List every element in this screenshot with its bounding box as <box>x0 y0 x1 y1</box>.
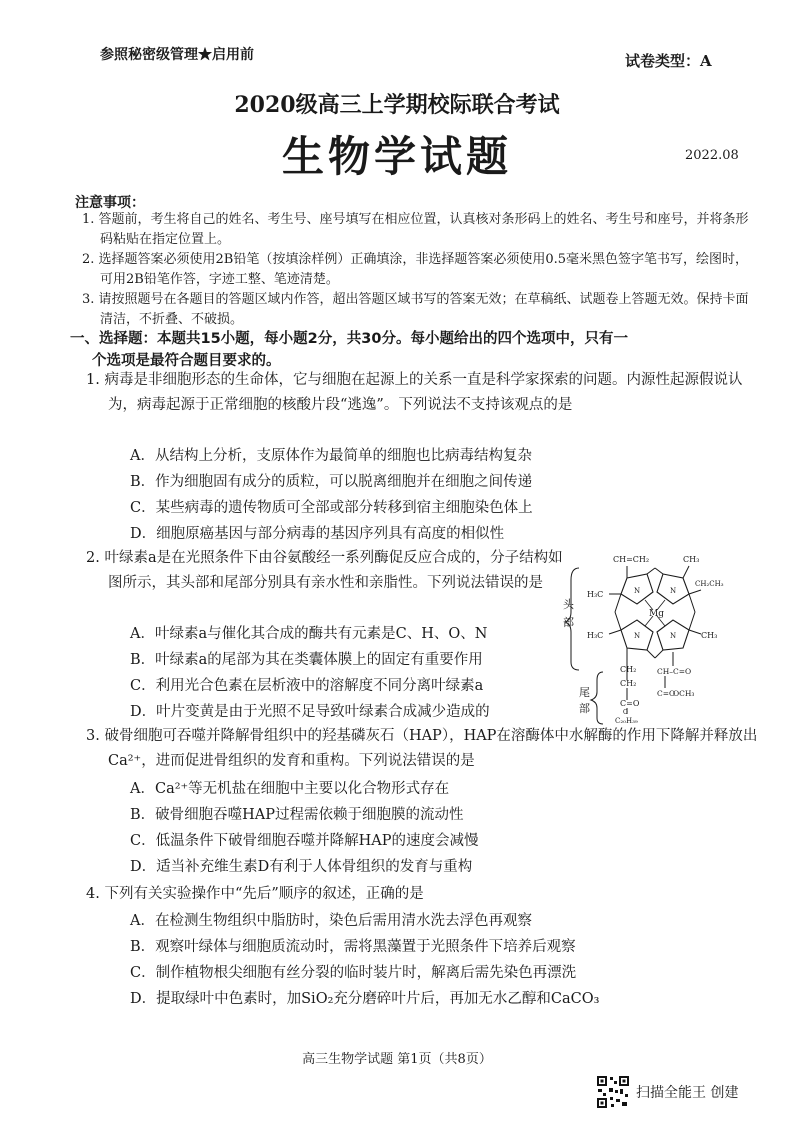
question-1-option-b: B．作为细胞固有成分的质粒，可以脱离细胞并在细胞之间传递 <box>130 474 533 490</box>
atom-label: H₃C <box>587 590 604 599</box>
atom-label: C₂₀H₃₉ <box>615 717 638 725</box>
notice-item: 1. 答题前，考生将自己的姓名、考生号、座号填写在相应位置，认真核对条形码上的姓名、考生号和座号，并将条形码粘贴在指定位置上。 <box>82 212 749 247</box>
atom-label: CH₂CH₃ <box>695 580 724 588</box>
scanner-watermark-text: 扫描全能王 创建 <box>636 1085 739 1101</box>
section-heading <box>70 328 770 372</box>
atom-label: CH=CH₂ <box>613 555 650 564</box>
chlorophyll-a-structure-diagram <box>565 550 735 725</box>
notice-heading: 注意事项： <box>75 195 145 211</box>
question-2-option-c: C．利用光合色素在层析液中的溶解度不同分离叶绿素a <box>130 678 484 694</box>
section-heading-line1: 一、选择题：本题共15小题，每小题2分，共30分。每小题给出的四个选项中，只有一 <box>70 331 628 347</box>
question-1-option-d: D．细胞原癌基因与部分病毒的基因序列具有高度的相似性 <box>130 526 505 542</box>
atom-label: Mg <box>649 609 664 619</box>
question-1-stem: 1. 病毒是非细胞形态的生命体，它与细胞在起源上的关系一直是科学家探索的问题。内源性起源假说认为，病毒起源于正常细胞的核酸片段“逃逸”。下列说法不支持该观点的是 <box>86 372 743 413</box>
question-4-stem: 4. 下列有关实验操作中“先后”顺序的叙述，正确的是 <box>86 886 424 902</box>
question-1-option-c: C．某些病毒的遗传物质可全部或部分转移到宿主细胞染色体上 <box>130 500 533 516</box>
subject-title: 生物学试题 <box>281 132 512 181</box>
exam-title: 2020级高三上学期校际联合考试 <box>234 92 560 118</box>
question-4-option-d: D．提取绿叶中色素时，加SiO₂充分磨碎叶片后，再加无水乙醇和CaCO₃ <box>130 991 600 1007</box>
question-2-option-b: B．叶绿素a的尾部为其在类囊体膜上的固定有重要作用 <box>130 652 483 668</box>
question-4-option-b: B．观察叶绿体与细胞质流动时，需将黑藻置于光照条件下培养后观察 <box>130 939 576 955</box>
question-3-option-a: A．Ca²⁺等无机盐在细胞中主要以化合物形式存在 <box>130 781 450 797</box>
atom-label: C=O <box>657 689 676 698</box>
atom-label: CH₃ <box>683 555 700 564</box>
atom-label: N <box>670 587 677 595</box>
question-2-stem: 2. 叶绿素a是在光照条件下由谷氨酸经一系列酶促反应合成的，分子结构如图所示，其头部和尾部分别具有亲水性和亲脂性。下列说法错误的是 <box>86 550 563 591</box>
atom-label: N <box>670 632 677 640</box>
question-3-option-d: D．适当补充维生素D有利于人体骨组织的发育与重构 <box>130 859 473 875</box>
question-3-option-c: C．低温条件下破骨细胞吞噬并降解HAP的速度会减慢 <box>130 833 479 849</box>
question-4-option-a: A．在检测生物组织中脂肪时，染色后需用清水洗去浮色再观察 <box>130 913 532 929</box>
atom-label: OCH₃ <box>673 689 695 698</box>
atom-label: H₃C <box>587 631 604 640</box>
atom-label: C=O <box>620 699 640 708</box>
atom-label: CH₂ <box>620 679 637 688</box>
qr-code-icon <box>596 1075 630 1109</box>
scanner-watermark <box>596 1075 738 1109</box>
question-1-option-a: A．从结构上分析，支原体作为最简单的细胞也比病毒结构复杂 <box>130 448 532 464</box>
question-3-stem: 3. 破骨细胞可吞噬并降解骨组织中的羟基磷灰石（HAP），HAP在溶酶体中水解酶的作用下降解并释放出Ca²⁺，进而促进骨组织的发育和重构。下列说法错误的是 <box>86 728 758 769</box>
notice-item: 2. 选择题答案必须使用2B铅笔（按填涂样例）正确填涂，非选择题答案必须使用0.5毫米黑色签字笔书写，绘图时，可用2B铅笔作答，字迹工整、笔迹清楚。 <box>82 252 749 287</box>
atom-label: CH₂ <box>620 665 637 674</box>
atom-label: N <box>634 587 641 595</box>
paper-type-label: 试卷类型：A <box>625 52 712 70</box>
atom-label: CH–C=O <box>657 667 692 676</box>
question-2-option-a: A．叶绿素a与催化其合成的酶共有元素是C、H、O、N <box>130 626 488 642</box>
atom-label: N <box>634 632 641 640</box>
notice-item: 3. 请按照题号在各题目的答题区域内作答，超出答题区域书写的答案无效；在草稿纸、试题卷上答题无效。保持卡面清洁，不折叠、不破损。 <box>82 292 749 327</box>
confidentiality-label: 参照秘密级管理★启用前 <box>100 47 254 63</box>
question-4-option-c: C．制作植物根尖细胞有丝分裂的临时装片时，解离后需先染色再漂洗 <box>130 965 577 981</box>
section-heading-line2: 个选项是最符合题目要求的。 <box>92 353 281 369</box>
atom-label: CH₃ <box>701 631 718 640</box>
figure-tail-label-2: 部 <box>579 702 590 715</box>
atom-label: O <box>623 709 628 716</box>
question-2-option-d: D．叶片变黄是由于光照不足导致叶绿素合成减少造成的 <box>130 704 490 720</box>
figure-tail-label-1: 尾 <box>579 686 590 699</box>
question-3-option-b: B．破骨细胞吞噬HAP过程需依赖于细胞膜的流动性 <box>130 807 464 823</box>
exam-date: 2022.08 <box>685 148 739 163</box>
figure-head-label-1: 头 <box>563 598 574 611</box>
page-footer: 高三生物学试题 第1页（共8页） <box>302 1052 492 1067</box>
figure-head-label-2: 部 <box>563 616 574 629</box>
